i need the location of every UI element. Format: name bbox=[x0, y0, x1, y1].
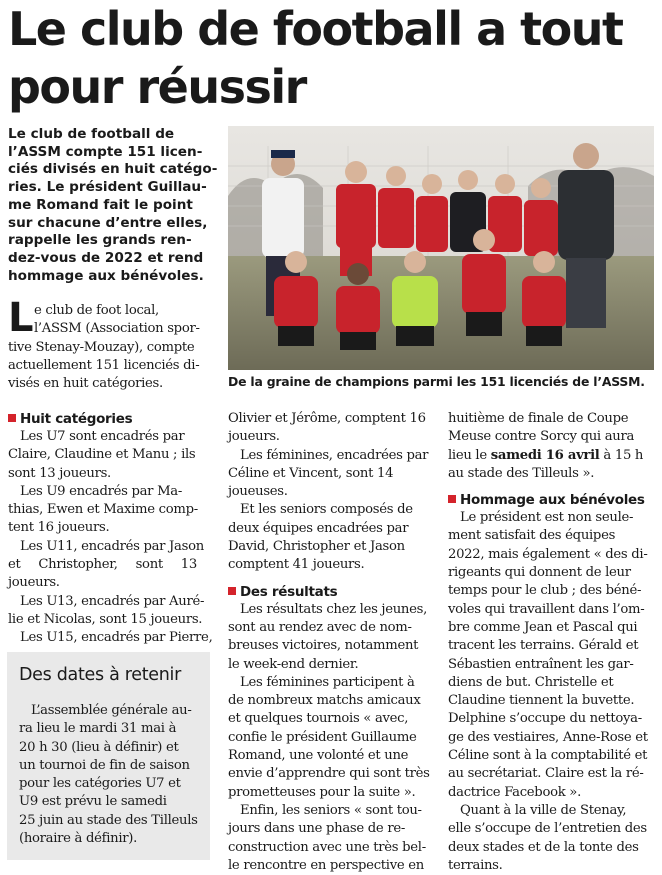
lead-line: Le club de football de bbox=[8, 126, 175, 142]
date-highlight: samedi 16 avril bbox=[490, 447, 600, 463]
column-2 bbox=[228, 410, 438, 875]
text-line: ra lieu le mardi 31 mai à bbox=[19, 721, 177, 737]
text-line: L’assemblée générale au- bbox=[31, 703, 192, 718]
text-line: terrains. bbox=[448, 857, 503, 873]
text-line: 20 h 30 (lieu à définir) et bbox=[19, 739, 179, 755]
text-line: sont 13 joueurs. bbox=[8, 465, 111, 481]
text-line: Le président est non seule- bbox=[460, 510, 634, 526]
column-3 bbox=[448, 410, 656, 875]
red-square-icon bbox=[448, 495, 456, 503]
text-line: Olivier et Jérôme, comptent 16 bbox=[228, 411, 426, 426]
intro-line: visés en huit catégories. bbox=[8, 376, 163, 392]
text-line: le rencontre en perspective en bbox=[228, 857, 424, 873]
text-line: lie et Nicolas, sont 15 joueurs. bbox=[8, 611, 203, 627]
spacer bbox=[228, 575, 438, 583]
text-fragment: à 15 h bbox=[599, 447, 644, 463]
lead-line: me Romand fait le point bbox=[8, 196, 193, 213]
text-fragment: lieu le bbox=[448, 447, 491, 463]
section-heading bbox=[8, 410, 222, 428]
text-line: David, Christopher et Jason bbox=[228, 539, 405, 555]
text-line: Les féminines participent à bbox=[240, 674, 415, 690]
text-line: dactrice Facebook ». bbox=[448, 784, 581, 800]
lead-line: ries. Le président Guillau- bbox=[8, 179, 207, 196]
text-line: jours dans une phase de re- bbox=[228, 821, 405, 837]
lead-line: dez-vous de 2022 et rend bbox=[8, 249, 204, 266]
text-line: Sébastien entraînent les gar- bbox=[448, 656, 634, 672]
text-line: Les U11, encadrés par Jason bbox=[20, 538, 204, 554]
section-heading bbox=[448, 491, 656, 509]
text-line: Et les seniors composés de bbox=[240, 502, 413, 518]
text-line: U9 est prévu le samedi bbox=[19, 794, 167, 810]
photo-caption: De la graine de champions parmi les 151 licenciés de l’ASSM. bbox=[228, 374, 645, 389]
intro-line: l’ASSM (Association spor- bbox=[34, 321, 200, 337]
text-line: deux équipes encadrées par bbox=[228, 520, 409, 536]
text-line: de nombreux matchs amicaux bbox=[228, 693, 421, 709]
text-line: Les U15, encadrés par Pierre, bbox=[20, 630, 213, 646]
text-line: et quelques tournois « avec, bbox=[228, 711, 409, 727]
text-line: Romand, une volonté et une bbox=[228, 748, 409, 764]
text-line: rigeants qui donnent de leur bbox=[448, 565, 631, 581]
lead-paragraph bbox=[8, 126, 222, 285]
spacer bbox=[448, 483, 656, 491]
section-heading bbox=[228, 583, 438, 601]
text-line: construction avec une très bel- bbox=[228, 839, 426, 855]
text-line: Céline et Vincent, sont 14 bbox=[228, 465, 394, 481]
lead-line: sur chacune d’entre elles, bbox=[8, 214, 208, 231]
box-text bbox=[19, 702, 198, 848]
text-line: tent 16 joueurs. bbox=[8, 520, 110, 536]
lead-line: ciés divisés en huit catégo- bbox=[8, 161, 218, 178]
text-line: Meuse contre Sorcy qui aura bbox=[448, 429, 635, 445]
lead-line: hommage aux bénévoles. bbox=[8, 267, 204, 284]
headline-line: pour réussir bbox=[8, 60, 306, 114]
text-line: bre comme Jean et Pascal qui bbox=[448, 619, 638, 635]
text-line: Claudine tiennent la buvette. bbox=[448, 693, 635, 709]
red-square-icon bbox=[8, 414, 16, 422]
text-line: Les résultats chez les jeunes, bbox=[240, 601, 427, 617]
text-line: elle s’occupe de l’entretien des bbox=[448, 821, 647, 837]
lead-line: rappelle les grands ren- bbox=[8, 232, 192, 249]
text-line: Les U13, encadrés par Auré- bbox=[20, 593, 205, 609]
text-line: huitième de finale de Coupe bbox=[448, 411, 629, 426]
text-line: ment satisfait des équipes bbox=[448, 528, 616, 544]
text-line: 25 juin au stade des Tilleuls bbox=[19, 812, 198, 828]
intro-paragraph bbox=[8, 295, 222, 393]
text-line: Les U7 sont encadrés par bbox=[20, 429, 185, 444]
text-line: au stade des Tilleuls ». bbox=[448, 465, 595, 481]
text-line: joueuses. bbox=[228, 484, 288, 500]
intro-line: actuellement 151 licenciés di- bbox=[8, 357, 200, 373]
red-square-icon bbox=[228, 587, 236, 595]
text-line: et Christopher, sont 13 bbox=[8, 557, 197, 573]
intro-line: e club de foot local, bbox=[34, 303, 159, 318]
text-line: Les féminines, encadrées par bbox=[240, 447, 429, 463]
text-line: pour les catégories U7 et bbox=[19, 776, 181, 792]
text-line: Quant à la ville de Stenay, bbox=[460, 802, 627, 818]
dates-box bbox=[7, 652, 210, 860]
text-line: Céline sont à la comptabilité et bbox=[448, 748, 648, 764]
text-line: ge des vestiaires, Anne-Rose et bbox=[448, 729, 648, 745]
headline bbox=[8, 0, 658, 116]
text-line: Les U9 encadrés par Ma- bbox=[20, 483, 182, 499]
text-line: confie le président Guillaume bbox=[228, 729, 417, 745]
team-photo bbox=[228, 126, 654, 370]
section-heading-text: Des résultats bbox=[240, 583, 338, 600]
text-line: 2022, mais également « des di- bbox=[448, 546, 648, 562]
text-line: envie d’apprendre qui sont très bbox=[228, 766, 430, 782]
section-heading-text: Hommage aux bénévoles bbox=[460, 492, 645, 509]
text-line: Enfin, les seniors « sont tou- bbox=[240, 802, 422, 818]
text-line bbox=[448, 447, 656, 465]
text-line: Claire, Claudine et Manu ; ils bbox=[8, 447, 196, 463]
intro-line: tive Stenay-Mouzay), compte bbox=[8, 339, 195, 355]
text-line: comptent 41 joueurs. bbox=[228, 557, 365, 573]
text-line: un tournoi de fin de saison bbox=[19, 757, 190, 773]
section-heading-text: Huit catégories bbox=[20, 411, 133, 427]
text-line: diens de but. Christelle et bbox=[448, 674, 614, 690]
text-line: Delphine s’occupe du nettoya- bbox=[448, 711, 642, 727]
text-line: joueurs. bbox=[8, 575, 60, 591]
text-line: prometteuses pour la suite ». bbox=[228, 784, 416, 800]
text-line: temps pour le club ; des béné- bbox=[448, 583, 642, 599]
text-line: (horaire à définir). bbox=[19, 831, 138, 847]
text-line: thias, Ewen et Maxime comp- bbox=[8, 502, 198, 518]
text-line: le week-end dernier. bbox=[228, 656, 359, 672]
text-line: voles qui travaillent dans l’om- bbox=[448, 601, 645, 617]
text-line: breuses victoires, notamment bbox=[228, 638, 419, 654]
lead-line: l’ASSM compte 151 licen- bbox=[8, 143, 203, 160]
box-title: Des dates à retenir bbox=[19, 665, 182, 685]
text-line: joueurs. bbox=[228, 429, 280, 445]
column-1 bbox=[8, 410, 222, 648]
text-line: deux stades et de la tonte des bbox=[448, 839, 639, 855]
text-line: au secrétariat. Claire est la ré- bbox=[448, 766, 644, 782]
headline-line: Le club de football a tout bbox=[8, 2, 623, 56]
text-line: tracent les terrains. Gérald et bbox=[448, 638, 639, 654]
drop-cap: L bbox=[8, 295, 34, 341]
text-line: sont au rendez avec de nom- bbox=[228, 619, 412, 635]
